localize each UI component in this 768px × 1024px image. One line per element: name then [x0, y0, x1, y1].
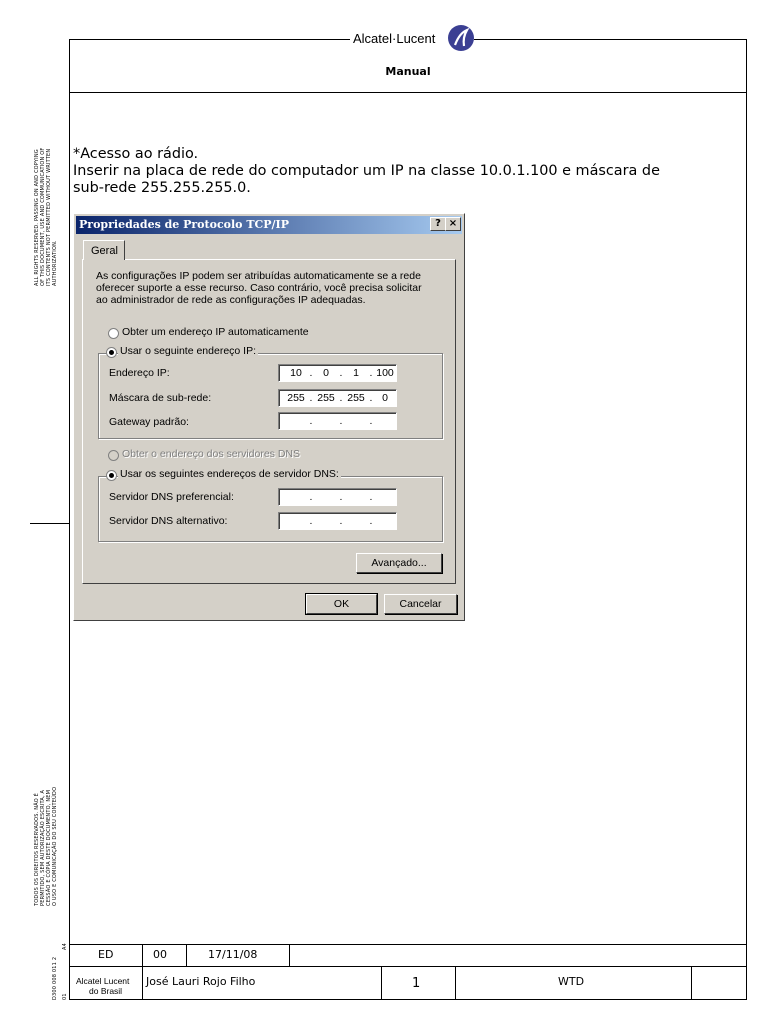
dnsp-dot-3: . — [369, 491, 373, 503]
ip-octet-4: 100 — [376, 367, 394, 379]
close-button[interactable]: × — [445, 217, 461, 231]
mask-dot-3: . — [369, 392, 373, 404]
dnsp-dot-1: . — [309, 491, 313, 503]
gw-dot-3: . — [369, 415, 373, 427]
ip-address-label: Endereço IP: — [109, 367, 170, 379]
dns-preferred-label: Servidor DNS preferencial: — [109, 491, 234, 503]
doc-format: A4 — [62, 942, 68, 950]
footer-col-3 — [289, 944, 290, 966]
footer-col-5 — [455, 966, 456, 1000]
doc-type: Manual — [385, 65, 431, 78]
dns-manual-radio[interactable] — [106, 470, 117, 481]
header-divider — [69, 92, 747, 93]
ip-octet-2: 0 — [323, 367, 329, 379]
mask-octet-3: 255 — [347, 392, 365, 404]
footer-ed-value: 00 — [153, 948, 167, 961]
frame-top-left — [69, 39, 351, 40]
ok-button[interactable]: OK — [306, 594, 377, 614]
ip-octet-1: 10 — [290, 367, 302, 379]
advanced-button[interactable]: Avançado... — [356, 553, 442, 573]
intro-text — [73, 146, 743, 197]
legal-notice-en: ALL RIGHTS RESERVED. PASSING ON AND COPYING OF THIS DOCUMENT, USE AND COMMUNICATION OF ITS CONTENTS NOT PERMITTED WITHOUT WRITTEN AUTHORIZATION. — [34, 147, 58, 286]
mask-octet-4: 0 — [382, 392, 388, 404]
gateway-label: Gateway padrão: — [109, 416, 189, 428]
footer-bottom-line — [69, 999, 747, 1000]
frame-right — [746, 39, 747, 1000]
intro-line-2: Inserir na placa de rede do computador um IP na classe 10.0.1.100 e máscara de — [73, 163, 660, 179]
dns-manual-label: Usar os seguintes endereços de servidor DNS: — [120, 468, 339, 480]
footer-col-2 — [186, 944, 187, 966]
ip-auto-label: Obter um endereço IP automaticamente — [122, 326, 309, 338]
tab-geral[interactable]: Geral — [83, 240, 125, 260]
footer-col-4 — [381, 966, 382, 1000]
ip-dot-2: . — [339, 367, 343, 379]
brand-name: Alcatel·Lucent — [350, 31, 438, 46]
gw-dot-2: . — [339, 415, 343, 427]
help-button[interactable]: ? — [430, 217, 446, 231]
dnsa-dot-2: . — [339, 515, 343, 527]
ip-octet-3: 1 — [353, 367, 359, 379]
ip-address-input[interactable] — [278, 364, 397, 382]
legal-notice-pt: TODOS OS DIREITOS RESERVADOS. NÃO É PERMITIDO, SEM AUTORIZAÇÃO ESCRITA, A CESSÃO E CÓPIA DESTE DOCUMENTO, NEM O USO E COMUNICAÇÃO DO SEU CONTEÚDO — [34, 786, 58, 906]
footer-top-line — [69, 944, 747, 945]
footer-page: 1 — [412, 976, 421, 991]
dnsp-dot-2: . — [339, 491, 343, 503]
doc-edition: 01 — [62, 993, 68, 1000]
mask-dot-1: . — [309, 392, 313, 404]
intro-line-1: *Acesso ao rádio. — [73, 146, 199, 162]
ip-auto-radio[interactable] — [108, 328, 119, 339]
footer-col-1 — [142, 944, 143, 1000]
gateway-input[interactable] — [278, 412, 397, 430]
dns-preferred-input[interactable] — [278, 488, 397, 506]
dns-auto-label: Obter o endereço dos servidores DNS — [122, 448, 301, 460]
dnsa-dot-1: . — [309, 515, 313, 527]
dns-alternate-input[interactable] — [278, 512, 397, 530]
dialog-title: Propriedades de Protocolo TCP/IP — [76, 216, 462, 234]
footer-company-line-2: do Brasil — [89, 986, 123, 996]
alcatel-lucent-logo-icon — [448, 25, 474, 51]
dns-group — [98, 476, 443, 542]
mask-octet-2: 255 — [317, 392, 335, 404]
ip-dot-3: . — [369, 367, 373, 379]
footer-company-line-1: Alcatel Lucent — [76, 976, 130, 986]
dnsa-dot-3: . — [369, 515, 373, 527]
footer-ed-label: ED — [98, 948, 114, 961]
ip-manual-radio[interactable] — [106, 347, 117, 358]
footer-date: 17/11/08 — [208, 948, 258, 961]
subnet-mask-label: Máscara de sub-rede: — [109, 392, 212, 404]
footer-dept: WTD — [558, 975, 585, 988]
mask-dot-2: . — [339, 392, 343, 404]
dns-alternate-label: Servidor DNS alternativo: — [109, 515, 228, 527]
mask-octet-1: 255 — [287, 392, 305, 404]
doc-code: D300 008 011 2 — [52, 956, 58, 1000]
gw-dot-1: . — [309, 415, 313, 427]
footer-author: José Lauri Rojo Filho — [146, 975, 256, 988]
intro-line-3: sub-rede 255.255.255.0. — [73, 180, 251, 196]
ip-dot-1: . — [309, 367, 313, 379]
ip-manual-label: Usar o seguinte endereço IP: — [120, 345, 256, 357]
dns-auto-radio — [108, 450, 119, 461]
footer-mid-line — [69, 966, 747, 967]
tcpip-properties-dialog — [73, 213, 465, 621]
subnet-mask-input[interactable] — [278, 389, 397, 407]
footer-col-6 — [691, 966, 692, 1000]
side-marker — [30, 523, 70, 524]
frame-top-right — [474, 39, 747, 40]
dialog-description: As configurações IP podem ser atribuídas automaticamente se a rede oferecer suporte a esse recurso. Caso contrário, você precisa solicitar ao administrador de rede as configurações IP adequadas. — [96, 270, 422, 306]
frame-left — [69, 39, 70, 1000]
cancel-button[interactable]: Cancelar — [384, 594, 457, 614]
